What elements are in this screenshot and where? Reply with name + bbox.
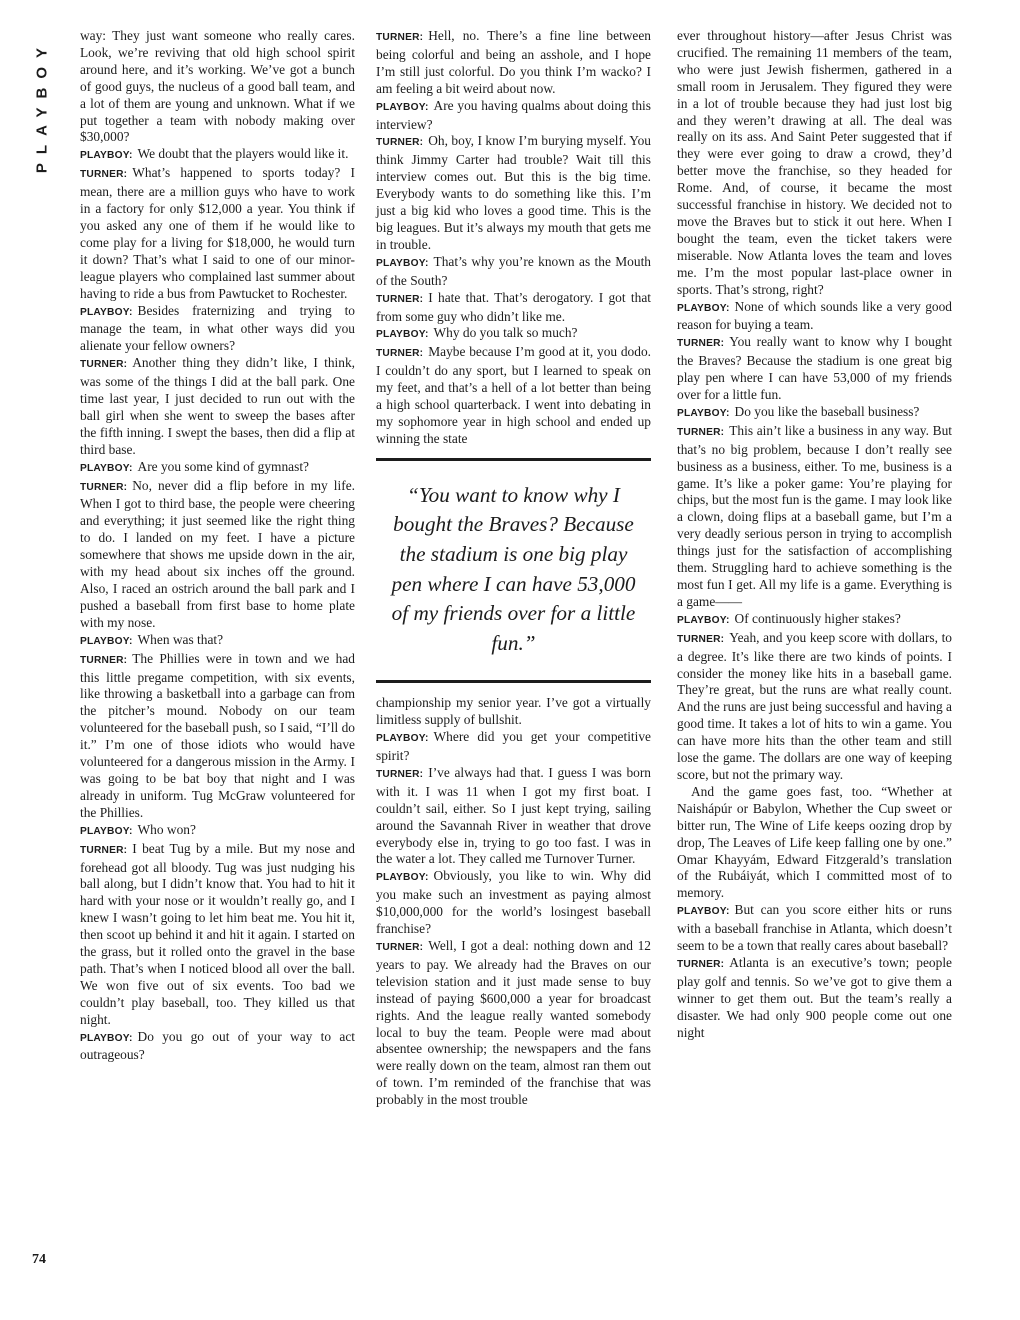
paragraph-text: We doubt that the players would like it.	[137, 146, 349, 162]
interview-paragraph	[376, 290, 651, 326]
speaker-label: TURNER:	[80, 481, 128, 493]
interview-paragraph	[376, 765, 651, 868]
paragraph-text: No, never did a flip before in my life. When I got to third base, the people were cheering and everything; it just seemed like the right thing to do. I landed on my feet. I have a picture somewhere that shows me upside down in the air, with my head about six inches off the ground. Also, I raced an ostrich around the ball park and I pushed a baseball from first base to home plate with my nose.	[80, 477, 355, 630]
speaker-label: TURNER:	[80, 654, 128, 666]
paragraph-text: Are you some kind of gymnast?	[137, 458, 309, 474]
interview-paragraph	[80, 478, 355, 632]
paragraph-text: Why do you talk so much?	[433, 325, 578, 341]
interview-paragraph	[80, 651, 355, 822]
speaker-label: TURNER:	[677, 426, 725, 438]
speaker-label: TURNER:	[376, 32, 424, 43]
interview-paragraph	[677, 404, 952, 423]
paragraph-text: But can you score either hits or runs with a baseball franchise in Atlanta, which doesn’t seem to be a town that really cares about baseball?	[677, 902, 952, 954]
interview-paragraph	[677, 423, 952, 611]
paragraph-text: Are you having qualms about doing this interview?	[376, 97, 651, 132]
paragraph-text: Do you go out of your way to act outrageous?	[80, 1028, 355, 1063]
interview-paragraph	[80, 303, 355, 356]
interview-paragraph	[376, 938, 651, 1109]
paragraph-text: You really want to know why I bought the Braves? Because the stadium is one great big play pen where I can have 53,000 of my friends over for a little fun.	[677, 334, 952, 403]
speaker-label: PLAYBOY:	[376, 733, 429, 745]
paragraph-text: What’s happened to sports today? I mean, there are a million guys who have to work in a factory for only $12,000 a year. You think if you asked any one of them if he would like to come play for a living for $18,000, he would turn it down? That’s what I said to one of our minor-league players who complained last summer about having to ride a bus from Pawtucket to Rochester.	[80, 165, 355, 301]
column-1	[80, 28, 355, 1064]
interview-paragraph	[80, 841, 355, 1029]
interview-paragraph	[80, 1029, 355, 1065]
interview-paragraph	[376, 729, 651, 765]
speaker-label: TURNER:	[677, 633, 725, 645]
paragraph-text: Hell, no. There’s a fine line between being colorful and being an asshole, and I hope I’m still just colorful. Do you think I’m wacko? I am feeling a bit weird about now.	[376, 28, 651, 96]
interview-paragraph	[80, 28, 355, 146]
interview-paragraph	[677, 28, 952, 299]
speaker-label: TURNER:	[376, 293, 424, 305]
paragraph-text: I hate that. That’s derogatory. I got that from some guy who didn’t like me.	[376, 289, 651, 324]
speaker-label: PLAYBOY:	[80, 1032, 133, 1044]
speaker-label: TURNER:	[677, 958, 725, 970]
paragraph-text: When was that?	[137, 631, 224, 647]
interview-paragraph	[376, 133, 651, 253]
interview-paragraph	[677, 630, 952, 784]
paragraph-text: Of continuously higher stakes?	[734, 610, 901, 626]
paragraph-text: Who won?	[137, 821, 196, 837]
interview-paragraph	[677, 611, 952, 630]
paragraph-text: Another thing they didn’t like, I think, was some of the things I did at the ball park. One time last year, I just decided to run out with the ball girl when she went to sweep the bases after the fifth inning. I swept the bases, then did a flip at third base.	[80, 355, 355, 457]
paragraph-text: way: They just want someone who really cares. Look, we’re reviving that old high school spirit around here, and it’s working. We’ve got a bunch of good guys, the nucleus of a good ball team, and a lot of them are young and unknown. What if we put together a team with nobody making over $30,000?	[80, 28, 355, 145]
masthead-text: PLAYBOY	[33, 38, 51, 174]
interview-paragraph	[376, 344, 651, 447]
paragraph-text: That’s why you’re known as the Mouth of the South?	[376, 253, 651, 288]
paragraph-text: ever throughout history—after Jesus Christ was crucified. The remaining 11 members of the team, who were just Jewish fishermen, gathered in a small room in Jerusalem. They figured they were in a lot of trouble because they had just lost big and they weren’t drawing at all. The deal was really on its ass. And Saint Peter suggested that if they were ever going to draw a crowd, they’d better move the franchise, so they headed for Rome. And, of course, it became the most successful franchise in history. We decided not to move the Braves but to stick it out here. When I bought the team, even the ticket takers were miserable. Now Atlanta loves the team and loves me. I’m the most popular last-place owner in sports. That’s strong, right?	[677, 28, 952, 297]
interview-paragraph	[80, 355, 355, 458]
interview-paragraph	[376, 868, 651, 938]
speaker-label: PLAYBOY:	[677, 407, 730, 419]
speaker-label: PLAYBOY:	[376, 101, 429, 113]
paragraph-text: championship my senior year. I’ve got a virtually limitless supply of bullshit.	[376, 695, 651, 728]
interview-paragraph	[376, 325, 651, 344]
speaker-label: TURNER:	[80, 169, 128, 181]
speaker-label: PLAYBOY:	[376, 329, 429, 341]
speaker-label: TURNER:	[376, 768, 424, 780]
interview-paragraph	[80, 632, 355, 651]
speaker-label: TURNER:	[677, 338, 725, 350]
paragraph-text: Maybe because I’m good at it, you dodo. I couldn’t do any sport, but I learned to speak on my feet, and that’s a hell of a lot better than being a high school quarterback. I went into debating in my sophomore year in high school and ended up winning the state	[376, 344, 651, 446]
interview-paragraph	[677, 902, 952, 955]
column-2	[376, 28, 651, 1109]
column-2-bottom	[376, 695, 651, 1109]
interview-paragraph	[80, 459, 355, 478]
interview-paragraph	[677, 955, 952, 1042]
interview-paragraph	[677, 299, 952, 335]
interview-paragraph	[677, 334, 952, 404]
paragraph-text: And the game goes fast, too. “Whether at Naishápúr or Babylon, Whether the Cup sweet or bitter run, The Wine of Life keeps oozing drop by drop, The Leaves of Life keep falling one by one.” Omar Khayyám, Edward Fitzgerald’s translation of the Rubáiyát, which I committed most of to memory.	[677, 783, 952, 901]
speaker-label: TURNER:	[376, 942, 424, 953]
paragraph-text: I beat Tug by a mile. But my nose and forehead got all bloody. Tug was just nudging his ball along, but I didn’t know that. You had to hit it hard with your nose or it wouldn’t really go, and I knew I wasn’t going to let him beat me. You hit it, then scoot up behind it and hit it again. I started on the grass, but it rolled onto the gravel in the base path. That’s when I noticed blood all over the ball. We won five out of six events. Too bad we couldn’t play baseball, too. They killed us that night.	[80, 840, 355, 1027]
page-number: 74	[32, 1252, 46, 1267]
paragraph-text: This ain’t like a business in any way. But that’s no big problem, because I don’t really see business as a business, either. To me, business is a game. It’s like a poker game: You’re playing for chips, but the most fun is the game. I may look like a clown, doing flips at a baseball game, but I’m a very deadly serious person in trying to accomplish things just for the satisfaction of accomplishing them. Struggling hard to achieve something is the most fun I get. All my life is a game. Everything is a game——	[677, 422, 952, 609]
speaker-label: TURNER:	[80, 844, 128, 856]
interview-paragraph	[376, 28, 651, 98]
speaker-label: PLAYBOY:	[677, 302, 730, 314]
pull-quote-text: “You want to know why I bought the Braves? Because the stadium is one big play pen where I can have 53,000 of my friends over for a little fun.”	[391, 482, 636, 655]
interview-paragraph	[80, 822, 355, 841]
paragraph-text: Besides fraternizing and trying to manage the team, in what other ways did you alienate your fellow owners?	[80, 302, 355, 354]
paragraph-text: Well, I got a deal: nothing down and 12 years to pay. We already had the Braves on our television station and it just made sense to buy instead of paying $600,000 a year for broadcast rights. And the league really wanted somebody local to buy the team. People were mad about absentee ownership; the newspapers and the fans were really down on the team, almost ran them out of town. I’m reminded of the franchise that was probably in the most trouble	[376, 938, 651, 1108]
paragraph-text: Where did you get your competitive spirit?	[376, 729, 651, 764]
paragraph-text: None of which sounds like a very good reason for buying a team.	[677, 298, 952, 333]
speaker-label: PLAYBOY:	[677, 614, 730, 626]
speaker-label: TURNER:	[376, 348, 424, 360]
paragraph-text: Atlanta is an executive’s town; people play golf and tennis. So we’ve got to give them a winner to get them out. But the team’s really a disaster. We had only 900 people come out one night	[677, 954, 952, 1040]
paragraph-text: Do you like the baseball business?	[734, 403, 920, 419]
speaker-label: TURNER:	[376, 137, 424, 149]
paragraph-text: Obviously, you like to win. Why did you make such an investment as paying almost $10,000,000 for the world’s losingest baseball franchise?	[376, 868, 651, 937]
paragraph-text: The Phillies were in town and we had this little pregame competition, with six events, like throwing a basketball into a garbage can from the pitcher’s mound. Nobody on our team volunteered for the baseball push, so I said, “I’ll do it.” I’m one of those idiots who would have volunteered for a dangerous mission in the Army. I was going to be bat boy that night and I was already in uniform. Tug McGraw volunteered for the Phillies.	[80, 650, 355, 820]
pull-quote	[376, 458, 651, 684]
masthead	[22, 26, 62, 186]
paragraph-text: Oh, boy, I know I’m burying myself. You think Jimmy Carter had trouble? Wait till this interview comes out. But this is the big time. Everybody wants to do something like this. I’m just a big kid who loves a good time. This is the big leagues. But it’s always my mouth that gets me in trouble.	[376, 133, 651, 252]
interview-paragraph	[80, 146, 355, 165]
speaker-label: TURNER:	[80, 359, 128, 371]
interview-paragraph	[376, 695, 651, 729]
speaker-label: PLAYBOY:	[677, 906, 730, 918]
speaker-label: PLAYBOY:	[80, 462, 133, 474]
interview-paragraph	[376, 98, 651, 134]
speaker-label: PLAYBOY:	[376, 257, 429, 269]
paragraph-text: I’ve always had that. I guess I was born with it. I was 11 when I got my first boat. I couldn’t sail, either. So I just kept trying, sailing around the Savannah River in weather that drove everybody else in, trying to go too fast. I was in the water a lot. They called me Turnover Turner.	[376, 764, 651, 867]
interview-paragraph	[80, 165, 355, 302]
interview-paragraph	[677, 784, 952, 902]
speaker-label: PLAYBOY:	[376, 872, 429, 884]
speaker-label: PLAYBOY:	[80, 306, 133, 318]
speaker-label: PLAYBOY:	[80, 150, 133, 162]
interview-paragraph	[376, 254, 651, 290]
speaker-label: PLAYBOY:	[80, 635, 133, 647]
speaker-label: PLAYBOY:	[80, 825, 133, 837]
paragraph-text: Yeah, and you keep score with dollars, to a degree. It’s like there are two kinds of points. I consider the money like hits in a baseball game. They’re great, but the runs are what really count. And the runs are just being successful and having a good time. It takes a lot of hits to win a game. You can have more hits than the other team and still lose the game. The dollars are one way of keeping score, but not the primary way.	[677, 629, 952, 782]
column-3	[677, 28, 952, 1041]
column-2-top	[376, 28, 651, 448]
